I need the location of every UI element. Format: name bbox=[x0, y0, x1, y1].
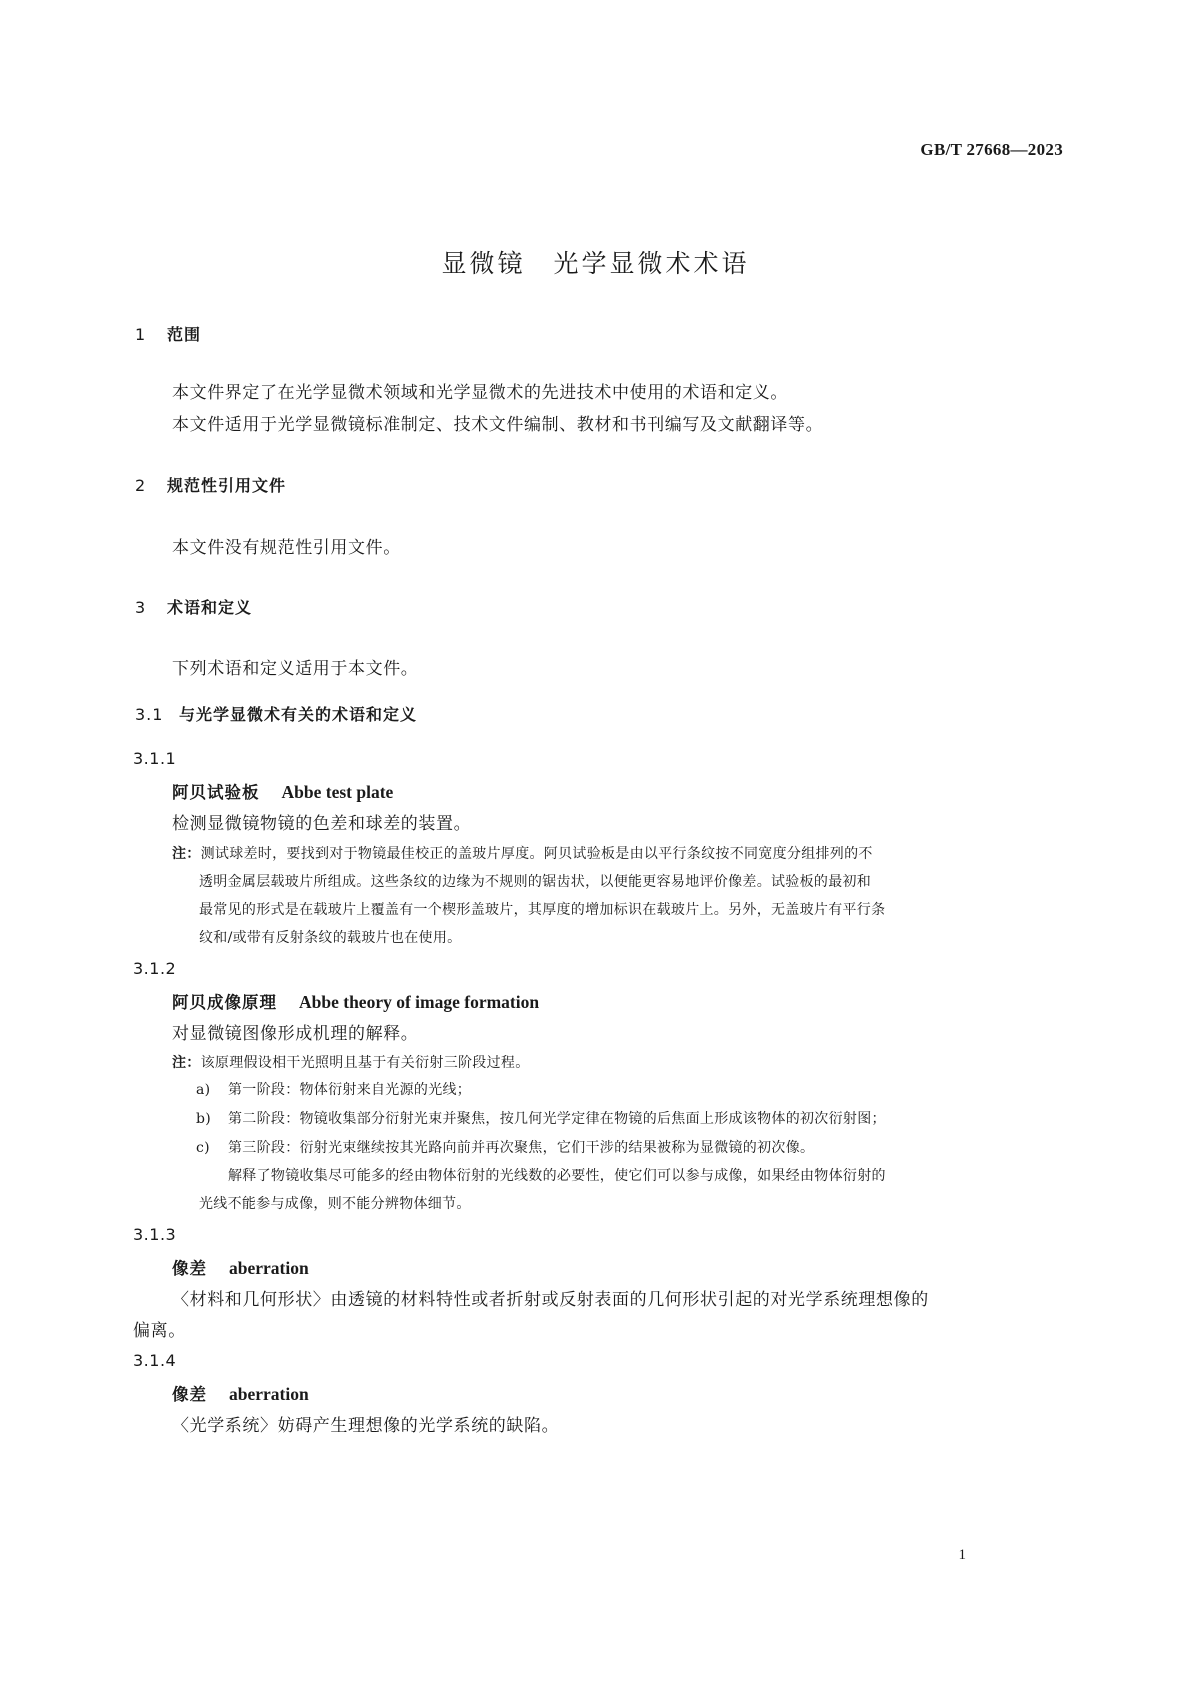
note-line: 透明金属层载玻片所组成。这些条纹的边缘为不规则的锯齿状，以便能更容易地评价像差。试验板的最初和 bbox=[199, 874, 872, 890]
entry-term bbox=[172, 989, 539, 1013]
definition: 偏离。 bbox=[133, 1321, 186, 1341]
section-3-heading bbox=[135, 595, 252, 618]
paragraph: 下列术语和定义适用于本文件。 bbox=[172, 659, 419, 679]
entry-number: 3.1.4 bbox=[133, 1351, 177, 1370]
standard-number: GB/T 27668—2023 bbox=[920, 140, 1063, 159]
section-title: 术语和定义 bbox=[167, 598, 253, 617]
definition: 〈光学系统〉妨碍产生理想像的光学系统的缺陷。 bbox=[172, 1416, 560, 1436]
entry-term bbox=[172, 1255, 309, 1279]
note-label: 注： bbox=[172, 846, 201, 862]
list-text: 第一阶段：物体衍射来自光源的光线； bbox=[228, 1082, 472, 1098]
note-line bbox=[172, 1052, 530, 1072]
section-title: 范围 bbox=[167, 325, 202, 344]
paragraph: 本文件没有规范性引用文件。 bbox=[172, 538, 401, 558]
term-en: Abbe test plate bbox=[281, 782, 394, 802]
list-text: 第二阶段：物镜收集部分衍射光束并聚焦，按几何光学定律在物镜的后焦面上形成该物体的初次衍射图； bbox=[228, 1111, 886, 1127]
section-number: 3 bbox=[135, 598, 147, 617]
list-marker: b) bbox=[196, 1111, 212, 1127]
definition: 检测显微镜物镜的色差和球差的装置。 bbox=[172, 814, 472, 834]
note-line: 纹和/或带有反射条纹的载玻片也在使用。 bbox=[199, 930, 462, 946]
section-number: 2 bbox=[135, 476, 147, 495]
list-item bbox=[196, 1079, 471, 1099]
section-2-heading bbox=[135, 473, 286, 496]
list-item bbox=[196, 1137, 814, 1157]
definition: 〈材料和几何形状〉由透镜的材料特性或者折射或反射表面的几何形状引起的对光学系统理想像的 bbox=[172, 1290, 929, 1310]
subsection-3-1-heading bbox=[135, 702, 417, 725]
list-item bbox=[196, 1108, 886, 1128]
entry-number: 3.1.3 bbox=[133, 1225, 177, 1244]
subsection-number: 3.1 bbox=[135, 705, 164, 724]
term-zh: 阿贝试验板 bbox=[172, 783, 260, 802]
term-en: aberration bbox=[229, 1258, 309, 1278]
term-zh: 阿贝成像原理 bbox=[172, 993, 277, 1012]
term-zh: 像差 bbox=[172, 1385, 207, 1404]
definition: 对显微镜图像形成机理的解释。 bbox=[172, 1024, 419, 1044]
note-line: 光线不能参与成像，则不能分辨物体细节。 bbox=[199, 1196, 471, 1212]
list-marker: a) bbox=[196, 1082, 211, 1098]
list-marker: c) bbox=[196, 1140, 210, 1156]
term-en: aberration bbox=[229, 1384, 309, 1404]
note-text: 测试球差时，要找到对于物镜最佳校正的盖玻片厚度。阿贝试验板是由以平行条纹按不同宽度分组排列的不 bbox=[200, 846, 873, 862]
section-title: 规范性引用文件 bbox=[167, 476, 287, 495]
section-1-heading bbox=[135, 322, 201, 345]
note-text: 该原理假设相干光照明且基于有关衍射三阶段过程。 bbox=[200, 1055, 530, 1071]
paragraph: 本文件界定了在光学显微术领域和光学显微术的先进技术中使用的术语和定义。 bbox=[172, 383, 788, 403]
list-text: 第三阶段：衍射光束继续按其光路向前并再次聚焦，它们干涉的结果被称为显微镜的初次像。 bbox=[228, 1140, 815, 1156]
section-number: 1 bbox=[135, 325, 147, 344]
term-en: Abbe theory of image formation bbox=[299, 992, 540, 1012]
note-line bbox=[172, 843, 873, 863]
note-line: 最常见的形式是在载玻片上覆盖有一个楔形盖玻片，其厚度的增加标识在载玻片上。另外，无盖玻片有平行条 bbox=[199, 902, 886, 918]
entry-term bbox=[172, 1381, 309, 1405]
note-line: 解释了物镜收集尽可能多的经由物体衍射的光线数的必要性，使它们可以参与成像，如果经由物体衍射的 bbox=[228, 1168, 886, 1184]
entry-number: 3.1.1 bbox=[133, 749, 177, 768]
entry-term bbox=[172, 779, 393, 803]
entry-number: 3.1.2 bbox=[133, 959, 177, 978]
page-number: 1 bbox=[958, 1547, 966, 1563]
subsection-title: 与光学显微术有关的术语和定义 bbox=[179, 705, 418, 724]
note-label: 注： bbox=[172, 1055, 201, 1071]
paragraph: 本文件适用于光学显微镜标准制定、技术文件编制、教材和书刊编写及文献翻译等。 bbox=[172, 415, 824, 435]
term-zh: 像差 bbox=[172, 1259, 207, 1278]
document-title: 显微镜 光学显微术术语 bbox=[441, 249, 750, 278]
